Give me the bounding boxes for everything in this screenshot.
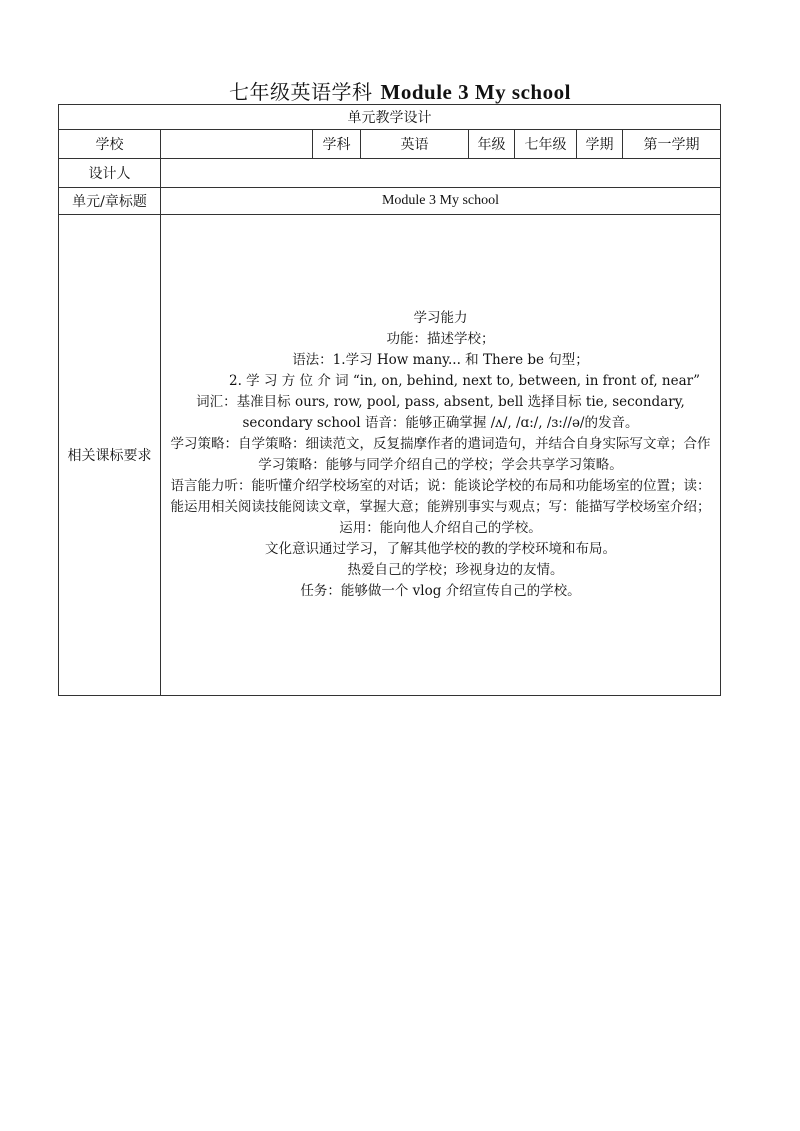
subject-value: 英语 xyxy=(361,130,469,159)
req-line: 文化意识通过学习，了解其他学校的教的学校环境和布局。 xyxy=(265,541,616,557)
req-line: 热爱自己的学校；珍视身边的友情。 xyxy=(347,562,564,578)
document-title xyxy=(0,76,800,105)
req-line: 学习能力 xyxy=(413,310,468,326)
unit-label: 单元/章标题 xyxy=(59,188,161,215)
subject-label: 学科 xyxy=(313,130,361,159)
req-line: 功能：描述学校； xyxy=(386,331,495,347)
school-label: 学校 xyxy=(59,130,161,159)
term-label: 学期 xyxy=(577,130,623,159)
title-english: Module 3 My school xyxy=(380,80,571,104)
title-chinese: 七年级英语学科 xyxy=(229,80,373,104)
table-header: 单元教学设计 xyxy=(59,105,721,130)
req-line: 语言能力听：能听懂介绍学校场室的对话；说：能谈论学校的布局和功能场室的位置；读：能运用相关阅读技能阅读文章，掌握大意；能辨别事实与观点；写：能描写学校场室介绍；运用：能向他人介绍自己的学校。 xyxy=(170,478,711,536)
school-value xyxy=(161,130,313,159)
unit-design-table xyxy=(58,104,721,696)
unit-title-value: Module 3 My school xyxy=(161,188,721,215)
designer-value xyxy=(161,159,721,188)
grade-label: 年级 xyxy=(469,130,515,159)
req-line: 词汇：基准目标 ours, row, pool, pass, absent, bell 选择目标 tie, secondary, secondary school 语音：能够正确掌握 /ʌ/, /ɑ:/, /ɜ://ə/的发音。 xyxy=(196,394,685,431)
grade-value: 七年级 xyxy=(515,130,577,159)
req-line: 2. 学 习 方 位 介 词 “in, on, behind, next to, between, in front of, near” xyxy=(228,373,700,389)
requirements-label: 相关课标要求 xyxy=(59,215,161,696)
req-line: 任务：能够做一个 vlog 介绍宣传自己的学校。 xyxy=(300,583,581,599)
designer-label: 设计人 xyxy=(59,159,161,188)
req-line: 语法：1.学习 How many... 和 There be 句型； xyxy=(292,352,589,368)
term-value: 第一学期 xyxy=(623,130,721,159)
req-line: 学习策略：自学策略：细读范文，反复揣摩作者的遣词造句，并结合自身实际写文章；合作学习策略：能够与同学介绍自己的学校；学会共享学习策略。 xyxy=(170,436,711,473)
requirements-content xyxy=(161,215,721,696)
